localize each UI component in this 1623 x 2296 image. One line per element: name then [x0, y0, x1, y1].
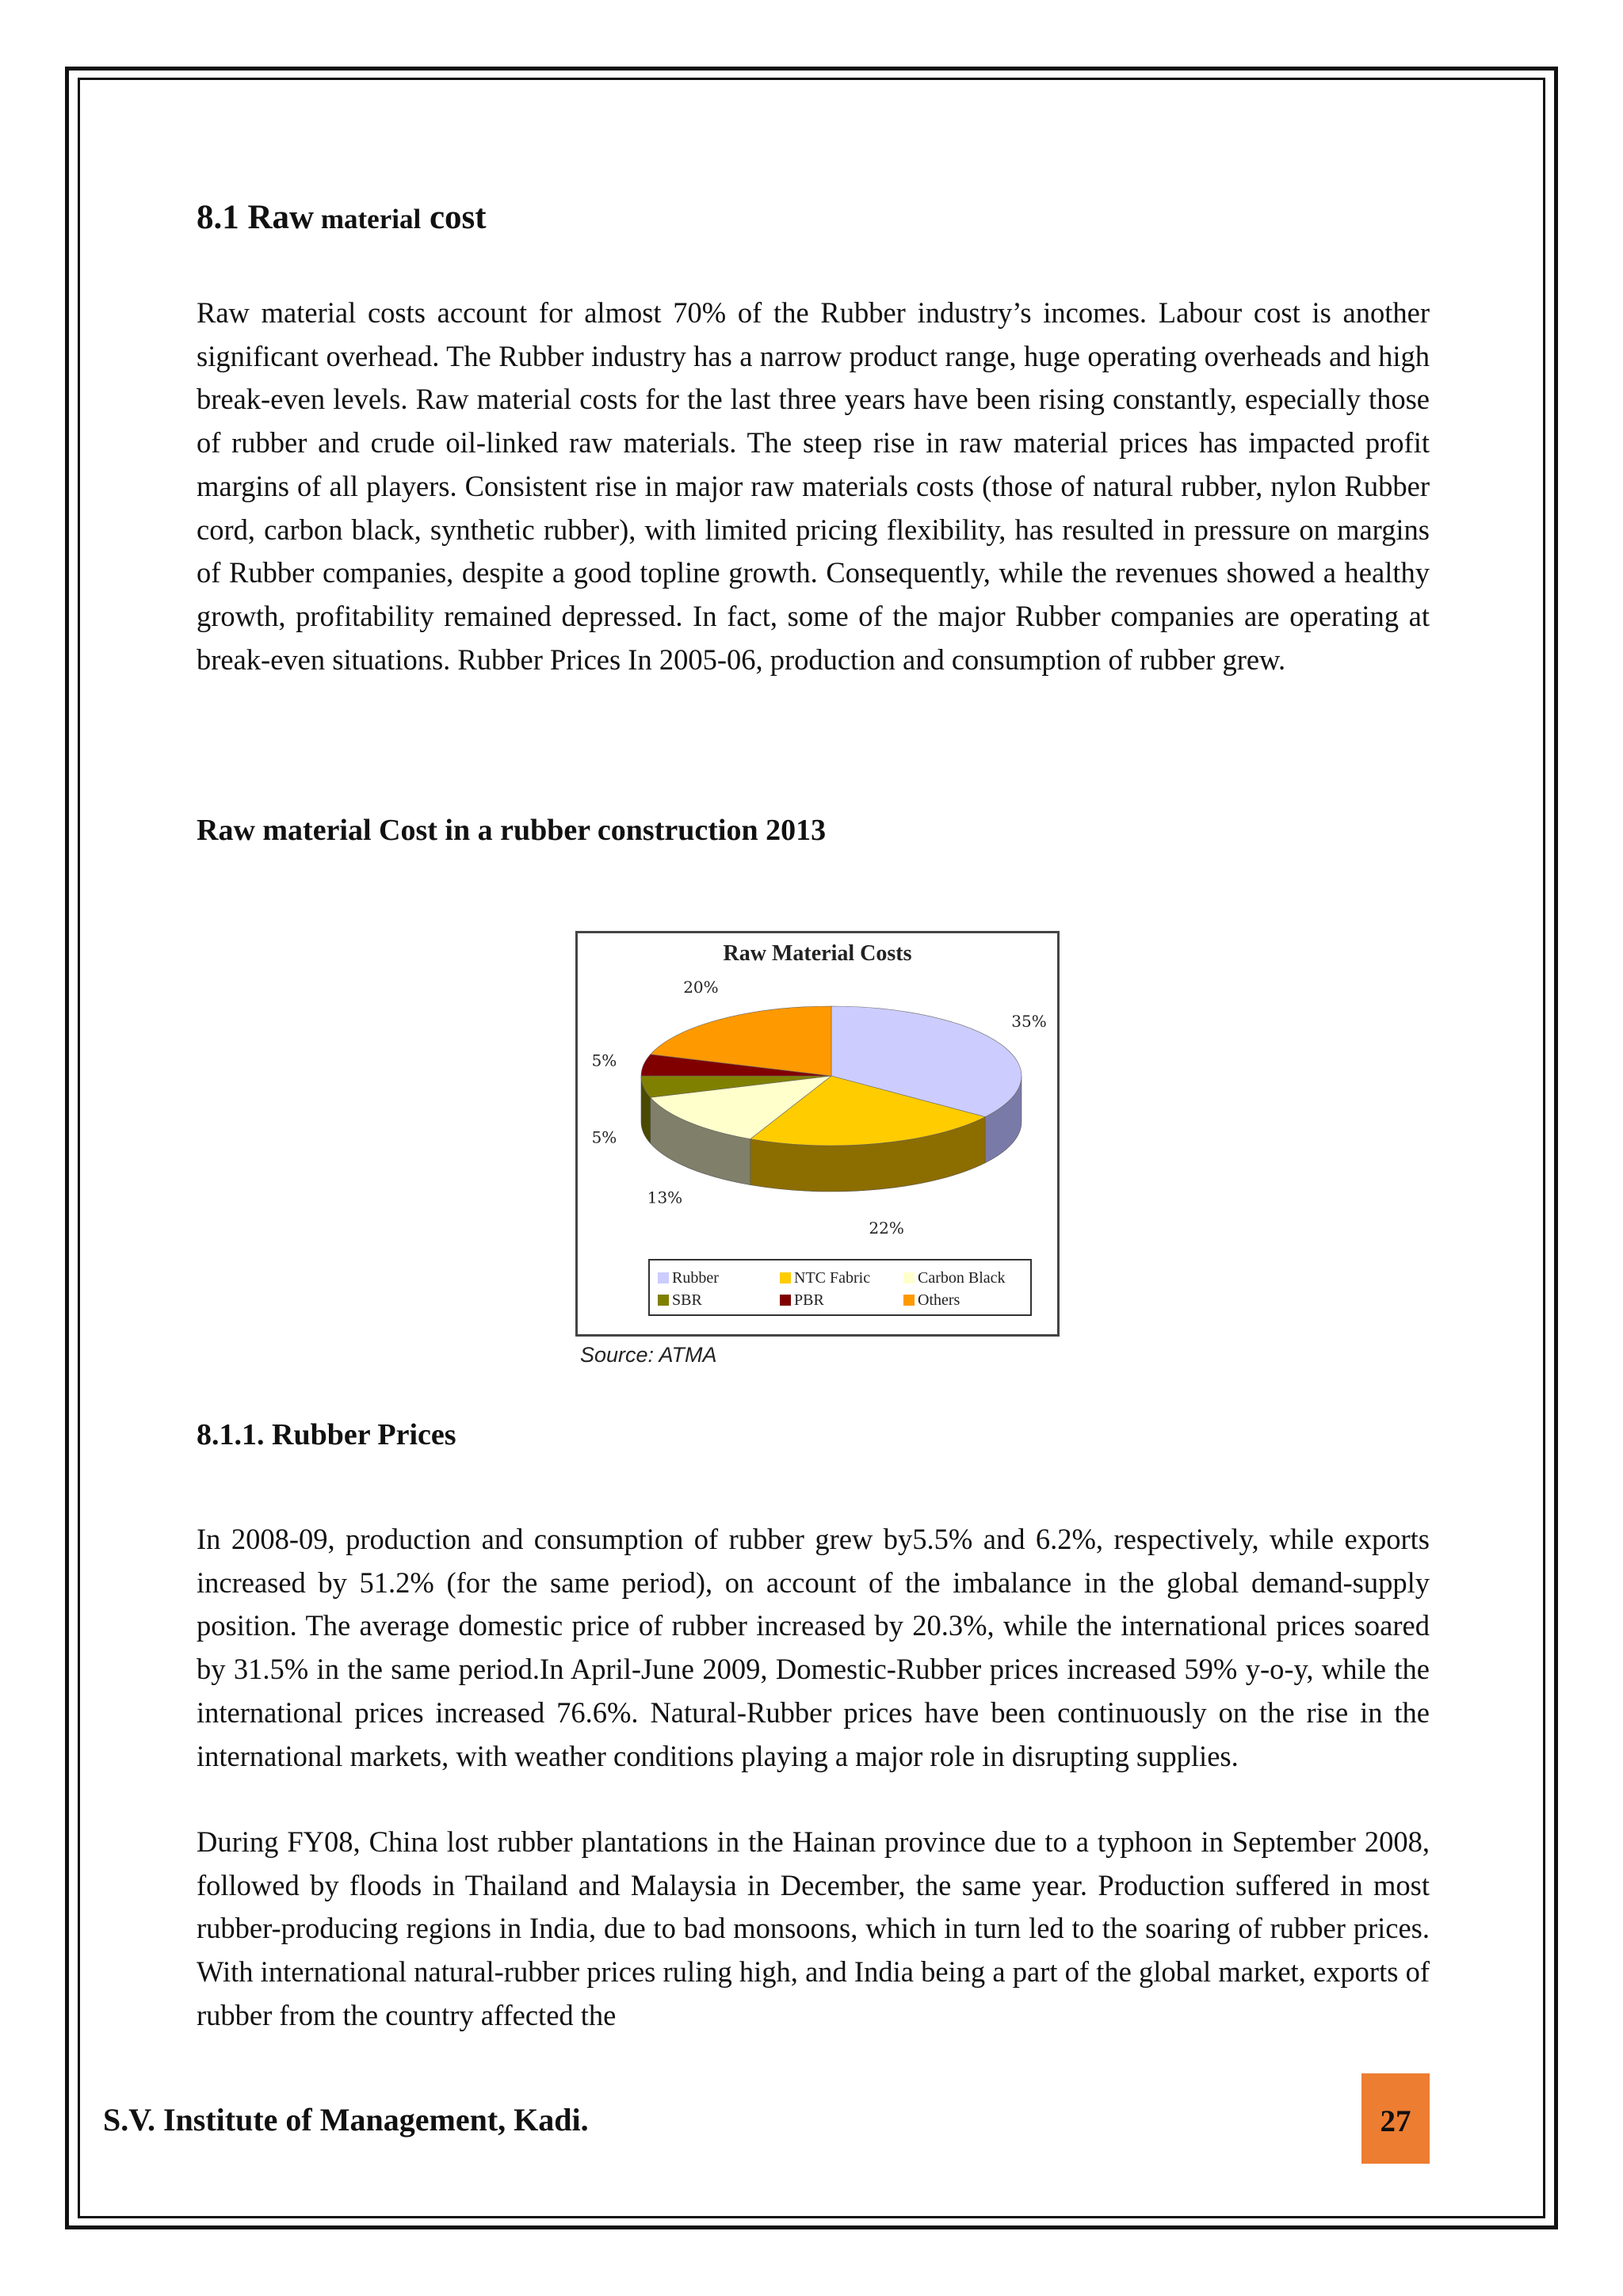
legend-swatch — [780, 1272, 791, 1283]
legend-swatch — [903, 1272, 915, 1283]
legend-item-carbon-black — [903, 1268, 1006, 1287]
data-label-others: 20% — [683, 978, 719, 997]
page-number-badge — [1361, 2073, 1430, 2164]
intro-paragraph: Raw material costs account for almost 70% of the Rubber industry’s incomes. Labour cost is another significant overhead. The Rubber industry has a narrow product range, huge operating overheads and high break-even levels. Raw material costs for the last three years have been rising constantly, especially those of rubber and crude oil-linked raw materials. The steep rise in raw material prices has impacted profit margins of all players. Consistent rise in major raw materials costs (those of natural rubber, nylon Rubber cord, carbon black, synthetic rubber), with limited pricing flexibility, has resulted in pressure on margins of Rubber companies, despite a good topline growth. Consequently, while the revenues showed a healthy growth, profitability remained depressed. In fact, some of the major Rubber companies are operating at break-even situations. Rubber Prices In 2005-06, production and consumption of rubber grew. — [197, 296, 1430, 676]
legend-item-others — [903, 1291, 960, 1310]
legend-label: Others — [918, 1291, 960, 1309]
chart-legend — [648, 1259, 1032, 1316]
legend-item-sbr — [658, 1291, 702, 1310]
legend-swatch — [658, 1272, 669, 1283]
legend-swatch — [780, 1295, 791, 1306]
data-label-sbr: 5% — [591, 1127, 617, 1147]
legend-label: PBR — [794, 1291, 824, 1309]
page-number: 27 — [1380, 2104, 1411, 2138]
rubber-prices-paragraph-1: In 2008-09, production and consumption of rubber grew by5.5% and 6.2%, respectively, while exports increased by 51.2% (for the same period), on account of the imbalance in the global demand-supply position. The average domestic price of rubber increased by 20.3%, while the international prices soared by 31.5% in the same period.In April-June 2009, Domestic-Rubber prices increased 59% y-o-y, while the international prices increased 76.6%. Natural-Rubber prices have been continuously on the rise in the international markets, with weather conditions playing a major role in disrupting supplies. — [197, 1523, 1430, 1772]
legend-item-rubber — [658, 1268, 719, 1287]
legend-label: Rubber — [672, 1269, 719, 1287]
chart-heading: Raw material Cost in a rubber construction 2013 — [197, 814, 827, 847]
section-heading-end: cost — [421, 199, 487, 236]
pie-chart — [575, 931, 1060, 1337]
footer-institute: S.V. Institute of Management, Kadi. — [103, 2102, 589, 2138]
legend-item-ntc-fabric — [780, 1268, 870, 1287]
data-label-ntc-fabric: 22% — [869, 1219, 904, 1238]
rubber-prices-paragraph-2: During FY08, China lost rubber plantations in the Hainan province due to a typhoon in September 2008, followed by floods in Thailand and Malaysia in December, the same year. Production suffered in most rubber-producing regions in India, due to bad monsoons, which in turn led to the soaring of rubber prices. With international natural-rubber prices ruling high, and India being a part of the global market, exports of rubber from the country affected the — [197, 1825, 1430, 2031]
legend-label: Carbon Black — [918, 1269, 1006, 1287]
section-heading — [197, 198, 487, 237]
section-heading-middle: material — [314, 204, 422, 235]
legend-label: SBR — [672, 1291, 702, 1309]
section-heading-start: 8.1 Raw — [197, 199, 315, 236]
legend-swatch — [658, 1295, 669, 1306]
legend-swatch — [903, 1295, 915, 1306]
data-label-rubber: 35% — [1011, 1011, 1047, 1031]
chart-source: Source: ATMA — [580, 1343, 717, 1367]
data-label-pbr: 5% — [591, 1051, 617, 1070]
data-label-carbon-black: 13% — [647, 1188, 683, 1207]
legend-item-pbr — [780, 1291, 824, 1310]
legend-label: NTC Fabric — [794, 1269, 871, 1287]
rubber-prices-heading: 8.1.1. Rubber Prices — [197, 1418, 456, 1451]
chart-title: Raw Material Costs — [723, 941, 912, 966]
